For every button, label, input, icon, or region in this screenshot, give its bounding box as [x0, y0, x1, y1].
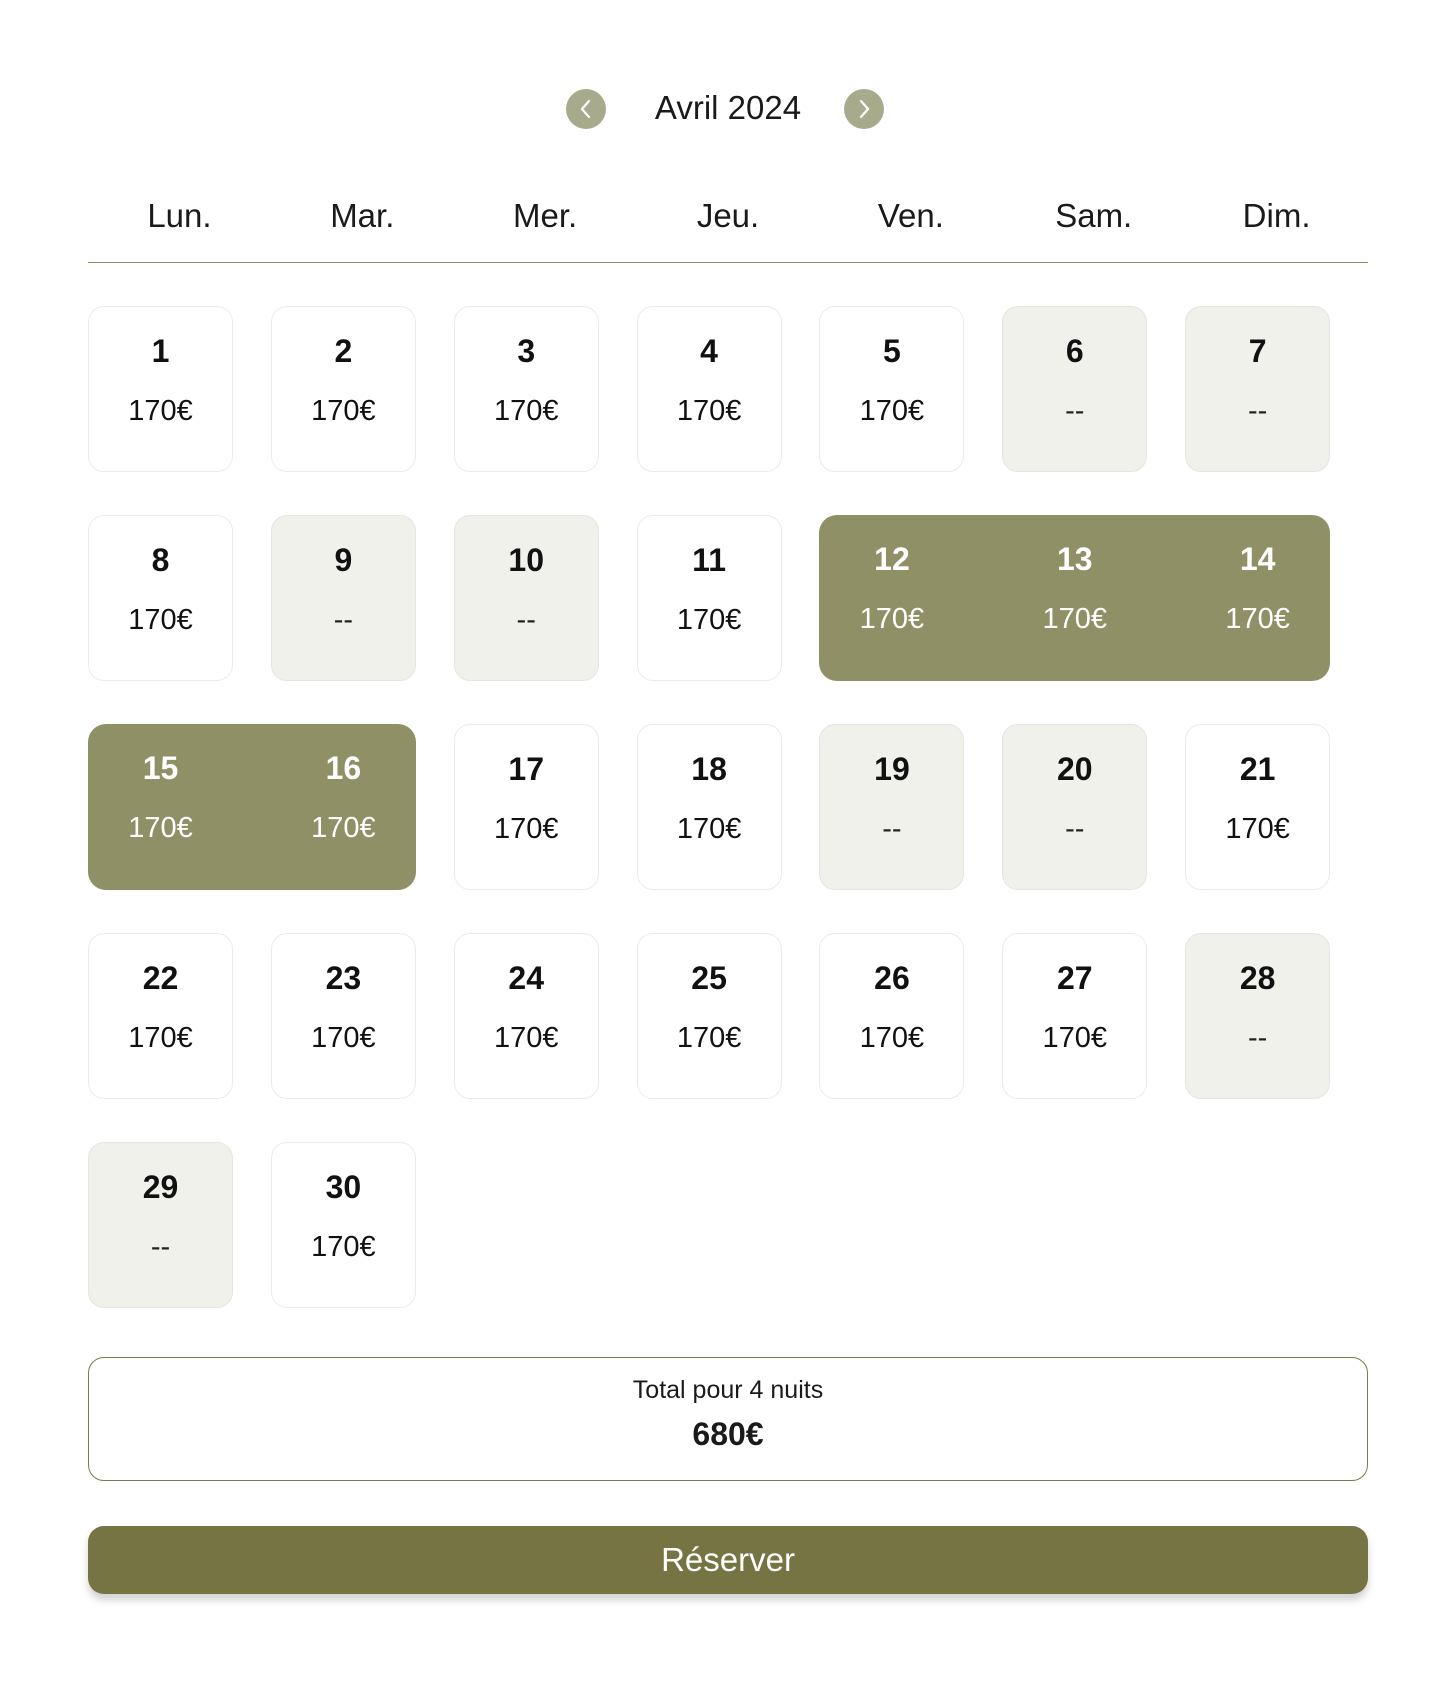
day-price: -- [1247, 1022, 1268, 1054]
day-cell-8[interactable] [88, 515, 233, 681]
day-price: 170€ [493, 1022, 559, 1054]
day-cell-11[interactable] [637, 515, 782, 681]
day-number: 16 [325, 750, 362, 786]
day-cell-21[interactable] [1185, 724, 1330, 890]
day-cell-2[interactable] [271, 306, 416, 472]
day-cell-20 [1002, 724, 1147, 890]
day-cell-16[interactable] [271, 724, 416, 890]
day-price: 170€ [493, 395, 559, 427]
day-cell-13[interactable] [1002, 515, 1147, 681]
day-price: 170€ [128, 604, 193, 636]
day-number: 11 [692, 542, 726, 578]
day-number: 19 [874, 751, 910, 787]
day-price: 170€ [128, 1022, 193, 1054]
day-price: 170€ [311, 1022, 376, 1054]
day-price: 170€ [128, 395, 193, 427]
day-number: 9 [334, 542, 353, 578]
day-number: 22 [142, 960, 179, 996]
day-number: 28 [1239, 960, 1276, 996]
day-cell-17[interactable] [454, 724, 599, 890]
day-number: 12 [874, 541, 910, 577]
day-cell-10 [454, 515, 599, 681]
day-price: -- [516, 604, 536, 636]
weekday-label: Jeu. [696, 197, 760, 234]
day-number: 8 [151, 542, 170, 578]
day-number: 29 [142, 1169, 179, 1205]
day-cell-14[interactable] [1185, 515, 1330, 681]
day-cell-24[interactable] [454, 933, 599, 1099]
day-price: 170€ [128, 812, 193, 844]
day-number: 13 [1057, 541, 1093, 577]
day-cell-28 [1185, 933, 1330, 1099]
day-number: 7 [1248, 333, 1267, 369]
day-price: -- [882, 813, 902, 845]
total-price: 680€ [692, 1416, 764, 1452]
day-price: -- [1065, 813, 1085, 845]
day-number: 14 [1239, 541, 1276, 577]
day-price: 170€ [859, 603, 925, 635]
day-cell-27[interactable] [1002, 933, 1147, 1099]
reserve-button[interactable]: Réserver [88, 1526, 1368, 1594]
weekday-label: Mer. [513, 197, 578, 234]
day-price: 170€ [1225, 603, 1290, 635]
day-price: 170€ [311, 395, 376, 427]
day-cell-23[interactable] [271, 933, 416, 1099]
day-price: -- [150, 1231, 171, 1263]
day-cell-7 [1185, 306, 1330, 472]
day-price: 170€ [676, 1022, 742, 1054]
weekday-label: Mar. [330, 197, 395, 234]
day-price: 170€ [311, 1231, 376, 1263]
day-number: 26 [874, 960, 910, 996]
day-number: 30 [325, 1169, 362, 1205]
day-number: 21 [1239, 751, 1276, 787]
day-price: -- [1065, 395, 1085, 427]
day-cell-30[interactable] [271, 1142, 416, 1308]
day-number: 6 [1065, 333, 1084, 369]
day-number: 3 [517, 333, 536, 369]
day-cell-15[interactable] [88, 724, 233, 890]
day-number: 18 [691, 751, 727, 787]
day-number: 20 [1057, 751, 1093, 787]
day-price: 170€ [859, 395, 925, 427]
next-month-button[interactable] [844, 89, 884, 129]
weekday-label: Dim. [1242, 197, 1311, 234]
day-number: 5 [883, 333, 901, 369]
day-number: 4 [700, 333, 718, 369]
day-price: -- [333, 604, 354, 636]
month-title: Avril 2024 [654, 89, 802, 126]
day-cell-26[interactable] [819, 933, 964, 1099]
day-price: 170€ [493, 813, 559, 845]
day-number: 10 [508, 542, 545, 578]
day-price: 170€ [311, 812, 376, 844]
weekday-label: Lun. [147, 197, 212, 234]
day-price: 170€ [1042, 603, 1108, 635]
day-cell-29 [88, 1142, 233, 1308]
day-cell-9 [271, 515, 416, 681]
day-price: 170€ [676, 604, 742, 636]
day-number: 24 [508, 960, 545, 996]
weekday-header [88, 196, 1368, 263]
total-summary [88, 1357, 1368, 1481]
day-price: 170€ [1042, 1022, 1108, 1054]
day-number: 25 [691, 960, 727, 996]
total-label: Total pour 4 nuits [632, 1376, 824, 1404]
day-number: 27 [1057, 960, 1093, 996]
day-cell-12[interactable] [819, 515, 964, 681]
day-cell-3[interactable] [454, 306, 599, 472]
day-cell-1[interactable] [88, 306, 233, 472]
day-price: 170€ [676, 813, 742, 845]
day-cell-5[interactable] [819, 306, 964, 472]
chevron-right-icon [844, 89, 884, 129]
day-cell-18[interactable] [637, 724, 782, 890]
day-price: 170€ [859, 1022, 925, 1054]
day-cell-25[interactable] [637, 933, 782, 1099]
day-cell-22[interactable] [88, 933, 233, 1099]
day-price: 170€ [676, 395, 742, 427]
day-number: 2 [334, 333, 353, 369]
day-cell-6 [1002, 306, 1147, 472]
day-cell-4[interactable] [637, 306, 782, 472]
weekday-label: Sam. [1055, 197, 1133, 234]
day-number: 17 [508, 751, 545, 787]
day-price: -- [1247, 395, 1268, 427]
day-price: 170€ [1225, 813, 1290, 845]
month-header [0, 84, 1456, 138]
day-cell-19 [819, 724, 964, 890]
day-number: 1 [151, 333, 170, 369]
weekday-label: Ven. [877, 197, 944, 234]
day-number: 15 [142, 750, 179, 786]
day-number: 23 [325, 960, 362, 996]
